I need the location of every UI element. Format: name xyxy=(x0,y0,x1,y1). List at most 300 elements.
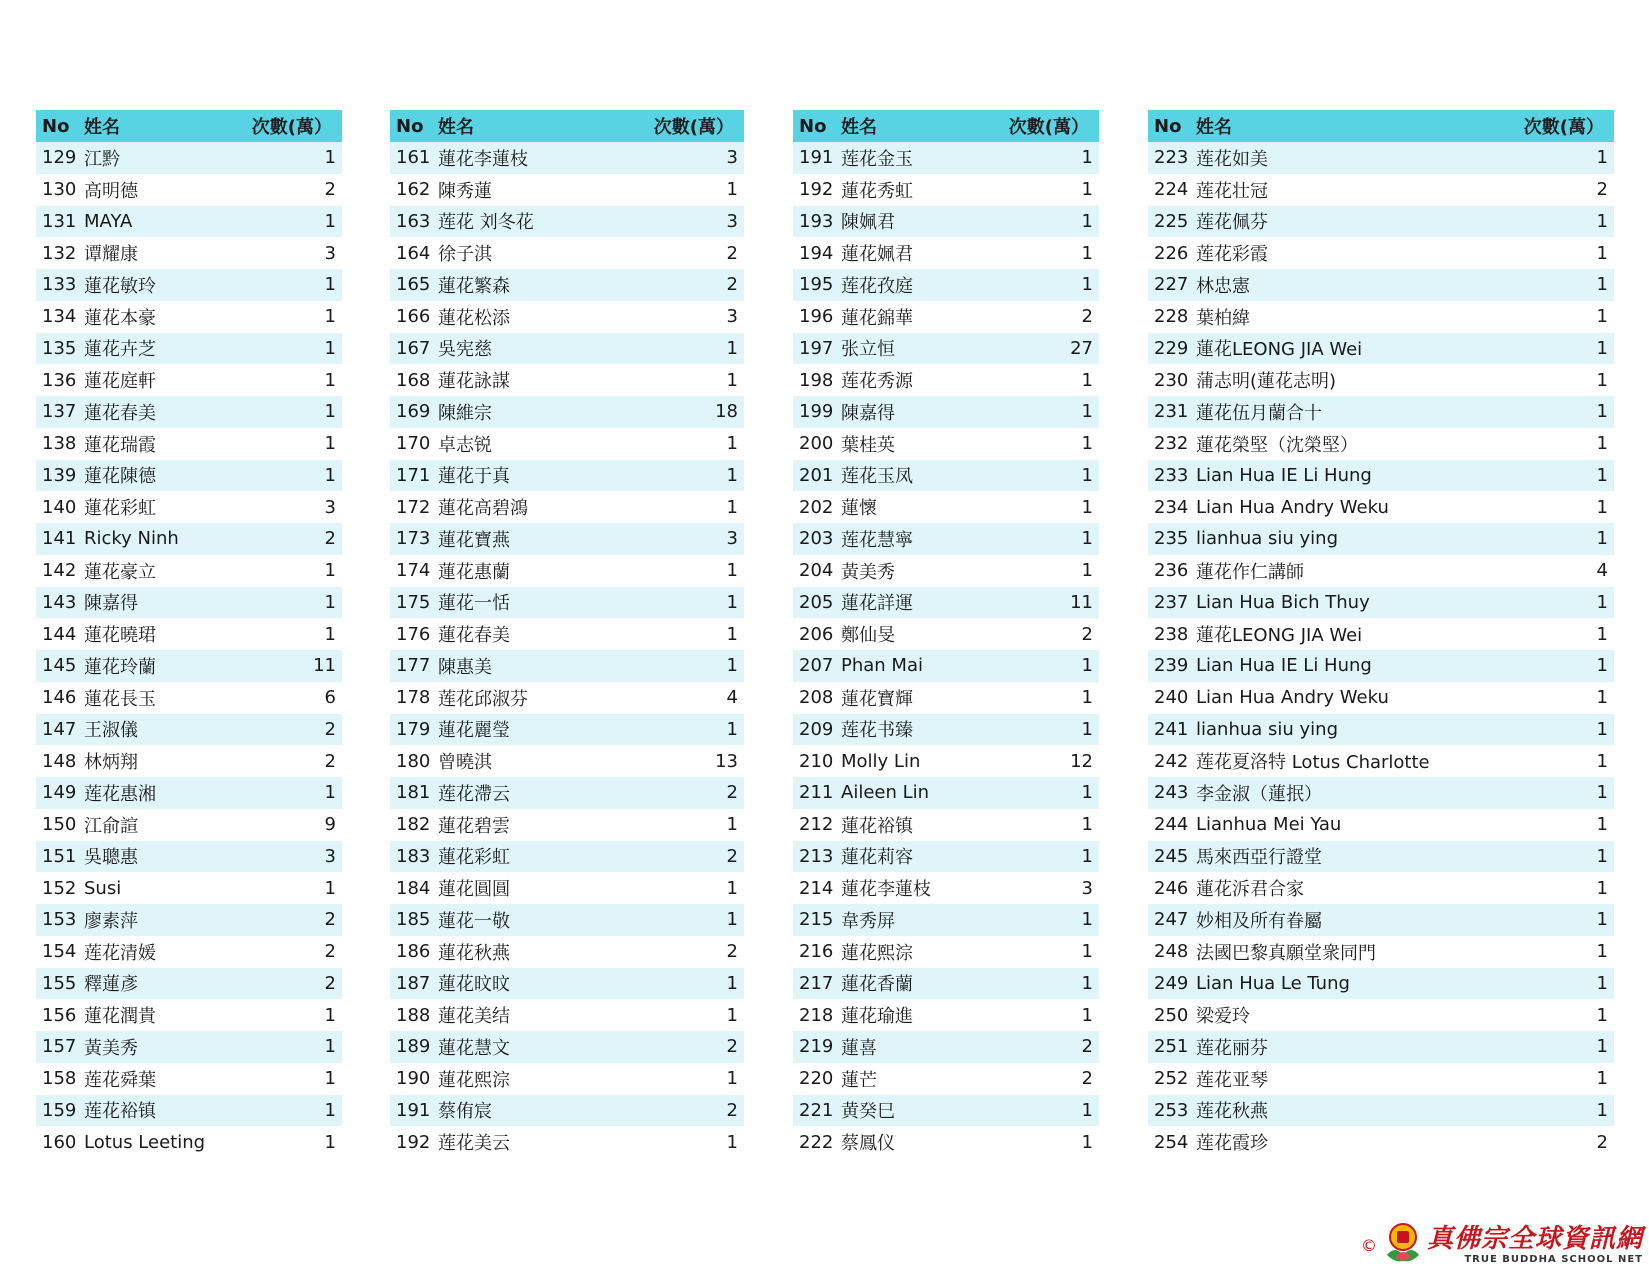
row-number: 227 xyxy=(1148,269,1192,301)
row-name: 蓮花彩虹 xyxy=(80,491,242,523)
row-name: 陳嘉得 xyxy=(80,587,242,619)
table-row xyxy=(1148,1031,1614,1063)
table-row xyxy=(1148,682,1614,714)
lotus-logo-icon xyxy=(1383,1221,1423,1265)
row-name: 蓮花于真 xyxy=(434,460,644,492)
row-number: 244 xyxy=(1148,809,1192,841)
row-number: 164 xyxy=(390,237,434,269)
table-row xyxy=(1148,142,1614,174)
row-number: 239 xyxy=(1148,650,1192,682)
row-name: 鄭仙旻 xyxy=(837,618,999,650)
row-number: 221 xyxy=(793,1095,837,1127)
row-number: 173 xyxy=(390,523,434,555)
table-row xyxy=(36,460,342,492)
table-row xyxy=(390,301,744,333)
row-number: 198 xyxy=(793,364,837,396)
table-row xyxy=(390,396,744,428)
row-number: 242 xyxy=(1148,745,1192,777)
row-count: 2 xyxy=(999,618,1099,650)
row-number: 171 xyxy=(390,460,434,492)
table-row xyxy=(1148,460,1614,492)
table-row xyxy=(36,174,342,206)
row-number: 247 xyxy=(1148,904,1192,936)
row-name: 蓮花曉珺 xyxy=(80,618,242,650)
row-number: 181 xyxy=(390,777,434,809)
row-name: 蓮花寶輝 xyxy=(837,682,999,714)
row-number: 222 xyxy=(793,1126,837,1158)
row-count: 1 xyxy=(1514,1031,1614,1063)
row-number: 253 xyxy=(1148,1095,1192,1127)
row-number: 163 xyxy=(390,206,434,238)
row-name: 蓮花榮堅（沈榮堅） xyxy=(1192,428,1514,460)
row-count: 11 xyxy=(242,650,342,682)
row-count: 1 xyxy=(1514,206,1614,238)
table-row xyxy=(793,841,1099,873)
row-name: 蓮花詳運 xyxy=(837,587,999,619)
table-row xyxy=(793,206,1099,238)
row-count: 1 xyxy=(242,269,342,301)
row-count: 1 xyxy=(1514,1063,1614,1095)
row-number: 183 xyxy=(390,841,434,873)
row-count: 1 xyxy=(999,491,1099,523)
row-number: 130 xyxy=(36,174,80,206)
row-number: 140 xyxy=(36,491,80,523)
table-row xyxy=(1148,841,1614,873)
row-count: 1 xyxy=(999,460,1099,492)
table-row xyxy=(1148,237,1614,269)
row-number: 230 xyxy=(1148,364,1192,396)
row-number: 205 xyxy=(793,587,837,619)
row-name: 张立恒 xyxy=(837,333,999,365)
row-number: 149 xyxy=(36,777,80,809)
row-number: 189 xyxy=(390,1031,434,1063)
row-number: 180 xyxy=(390,745,434,777)
row-count: 1 xyxy=(242,555,342,587)
row-count: 1 xyxy=(1514,460,1614,492)
row-name: 陳嘉得 xyxy=(837,396,999,428)
table-row xyxy=(390,618,744,650)
table-row xyxy=(36,618,342,650)
row-name: 莲花慧寧 xyxy=(837,523,999,555)
row-name: 黃美秀 xyxy=(837,555,999,587)
row-count: 1 xyxy=(999,237,1099,269)
header-name: 姓名 xyxy=(434,110,644,142)
row-name: 蓮花旼旼 xyxy=(434,968,644,1000)
row-count: 1 xyxy=(1514,333,1614,365)
table-row xyxy=(1148,714,1614,746)
row-number: 193 xyxy=(793,206,837,238)
row-name: 蓮花伍月蘭合十 xyxy=(1192,396,1514,428)
row-name: 蓮花李蓮枝 xyxy=(434,142,644,174)
row-number: 135 xyxy=(36,333,80,365)
row-name: 蓮花LEONG JIA Wei xyxy=(1192,618,1514,650)
table-row xyxy=(1148,809,1614,841)
row-count: 1 xyxy=(644,999,744,1031)
table-row xyxy=(36,269,342,301)
row-name: 法國巴黎真願堂衆同門 xyxy=(1192,936,1514,968)
row-count: 13 xyxy=(644,745,744,777)
row-number: 165 xyxy=(390,269,434,301)
table-row xyxy=(36,333,342,365)
row-number: 191 xyxy=(390,1095,434,1127)
table-row xyxy=(36,1126,342,1158)
row-count: 3 xyxy=(644,523,744,555)
row-number: 241 xyxy=(1148,714,1192,746)
row-number: 196 xyxy=(793,301,837,333)
row-count: 1 xyxy=(999,1126,1099,1158)
row-name: Lian Hua Andry Weku xyxy=(1192,682,1514,714)
table-row xyxy=(390,650,744,682)
row-name: 梁爱玲 xyxy=(1192,999,1514,1031)
table-row xyxy=(793,1126,1099,1158)
table-row xyxy=(793,618,1099,650)
table-row xyxy=(390,237,744,269)
row-number: 200 xyxy=(793,428,837,460)
row-name: 莲花夏洛特 Lotus Charlotte xyxy=(1192,745,1514,777)
row-count: 2 xyxy=(644,269,744,301)
row-name: Phan Mai xyxy=(837,650,999,682)
row-name: 莲花金玉 xyxy=(837,142,999,174)
row-count: 1 xyxy=(644,555,744,587)
row-name: 蓮花長玉 xyxy=(80,682,242,714)
row-count: 1 xyxy=(644,904,744,936)
row-count: 1 xyxy=(1514,777,1614,809)
row-name: 莲花惠湘 xyxy=(80,777,242,809)
row-name: 馬來西亞行證堂 xyxy=(1192,841,1514,873)
table-row xyxy=(390,999,744,1031)
donor-table-4 xyxy=(1148,110,1614,1158)
row-count: 1 xyxy=(1514,142,1614,174)
table-row xyxy=(390,1126,744,1158)
row-number: 159 xyxy=(36,1095,80,1127)
row-number: 249 xyxy=(1148,968,1192,1000)
row-name: 蓮花圓圓 xyxy=(434,872,644,904)
row-number: 160 xyxy=(36,1126,80,1158)
table-row xyxy=(1148,936,1614,968)
table-row xyxy=(36,396,342,428)
row-count: 1 xyxy=(999,364,1099,396)
table-row xyxy=(1148,904,1614,936)
row-number: 186 xyxy=(390,936,434,968)
table-row xyxy=(793,999,1099,1031)
row-name: 江俞諠 xyxy=(80,809,242,841)
table-row xyxy=(793,237,1099,269)
row-name: 蓮花繁森 xyxy=(434,269,644,301)
row-name: 蓮花秋燕 xyxy=(434,936,644,968)
table-row xyxy=(1148,555,1614,587)
row-count: 3 xyxy=(644,142,744,174)
row-name: 蓮花陳德 xyxy=(80,460,242,492)
row-count: 1 xyxy=(1514,936,1614,968)
row-number: 235 xyxy=(1148,523,1192,555)
row-name: 江黔 xyxy=(80,142,242,174)
row-number: 217 xyxy=(793,968,837,1000)
header-no: No xyxy=(36,110,80,142)
row-number: 218 xyxy=(793,999,837,1031)
row-count: 1 xyxy=(999,714,1099,746)
row-number: 176 xyxy=(390,618,434,650)
row-count: 2 xyxy=(242,523,342,555)
row-name: 蓮花一恬 xyxy=(434,587,644,619)
table-header-row xyxy=(1148,110,1614,142)
row-count: 1 xyxy=(999,999,1099,1031)
row-name: 蓮花秀虹 xyxy=(837,174,999,206)
row-number: 168 xyxy=(390,364,434,396)
row-name: 黄癸巳 xyxy=(837,1095,999,1127)
row-number: 194 xyxy=(793,237,837,269)
row-count: 1 xyxy=(242,872,342,904)
row-name: 蓮花卉芝 xyxy=(80,333,242,365)
row-name: 蓮花瑞霞 xyxy=(80,428,242,460)
header-count: 次數(萬） xyxy=(242,110,342,142)
table-row xyxy=(36,872,342,904)
row-number: 208 xyxy=(793,682,837,714)
row-count: 2 xyxy=(242,714,342,746)
row-number: 243 xyxy=(1148,777,1192,809)
row-number: 161 xyxy=(390,142,434,174)
row-number: 251 xyxy=(1148,1031,1192,1063)
row-number: 216 xyxy=(793,936,837,968)
row-name: 黃美秀 xyxy=(80,1031,242,1063)
row-count: 1 xyxy=(1514,872,1614,904)
row-count: 1 xyxy=(999,682,1099,714)
row-name: 廖素萍 xyxy=(80,904,242,936)
row-number: 172 xyxy=(390,491,434,523)
row-count: 6 xyxy=(242,682,342,714)
row-name: 高明德 xyxy=(80,174,242,206)
row-number: 174 xyxy=(390,555,434,587)
table-row xyxy=(390,714,744,746)
row-count: 12 xyxy=(999,745,1099,777)
row-count: 1 xyxy=(242,618,342,650)
row-name: 莲花邱淑芬 xyxy=(434,682,644,714)
row-name: 蔡侑宸 xyxy=(434,1095,644,1127)
row-name: 蓮花庭軒 xyxy=(80,364,242,396)
row-count: 1 xyxy=(1514,587,1614,619)
row-number: 144 xyxy=(36,618,80,650)
row-name: Lianhua Mei Yau xyxy=(1192,809,1514,841)
row-number: 228 xyxy=(1148,301,1192,333)
row-name: 蓮花高碧鴻 xyxy=(434,491,644,523)
table-row xyxy=(1148,1095,1614,1127)
row-name: 莲花如美 xyxy=(1192,142,1514,174)
table-row xyxy=(1148,491,1614,523)
row-count: 1 xyxy=(999,555,1099,587)
row-count: 1 xyxy=(242,206,342,238)
table-row xyxy=(390,269,744,301)
row-name: 莲花孜庭 xyxy=(837,269,999,301)
row-count: 1 xyxy=(644,872,744,904)
table-row xyxy=(793,904,1099,936)
table-row xyxy=(390,523,744,555)
row-name: Lian Hua IE Li Hung xyxy=(1192,460,1514,492)
table-row xyxy=(36,301,342,333)
row-count: 2 xyxy=(1514,174,1614,206)
row-count: 2 xyxy=(644,841,744,873)
row-number: 143 xyxy=(36,587,80,619)
table-row xyxy=(1148,587,1614,619)
row-count: 1 xyxy=(644,809,744,841)
row-count: 1 xyxy=(644,428,744,460)
table-row xyxy=(36,237,342,269)
row-name: lianhua siu ying xyxy=(1192,714,1514,746)
table-row xyxy=(390,904,744,936)
row-number: 226 xyxy=(1148,237,1192,269)
table-row xyxy=(36,968,342,1000)
row-number: 203 xyxy=(793,523,837,555)
row-name: 莲花舜葉 xyxy=(80,1063,242,1095)
table-row xyxy=(36,491,342,523)
table-row xyxy=(390,491,744,523)
row-number: 153 xyxy=(36,904,80,936)
row-count: 1 xyxy=(242,777,342,809)
row-count: 1 xyxy=(242,396,342,428)
row-name: 蓮花玲蘭 xyxy=(80,650,242,682)
table-row xyxy=(793,364,1099,396)
row-name: 蓮花春美 xyxy=(80,396,242,428)
row-name: Susi xyxy=(80,872,242,904)
row-number: 233 xyxy=(1148,460,1192,492)
row-name: 蓮喜 xyxy=(837,1031,999,1063)
row-count: 1 xyxy=(999,142,1099,174)
table-row xyxy=(793,301,1099,333)
row-count: 1 xyxy=(1514,745,1614,777)
row-count: 1 xyxy=(1514,968,1614,1000)
row-number: 152 xyxy=(36,872,80,904)
row-name: 莲花壮冠 xyxy=(1192,174,1514,206)
row-count: 1 xyxy=(999,428,1099,460)
row-count: 1 xyxy=(999,206,1099,238)
row-count: 1 xyxy=(242,333,342,365)
row-name: 陳惠美 xyxy=(434,650,644,682)
row-number: 192 xyxy=(390,1126,434,1158)
row-count: 1 xyxy=(242,364,342,396)
row-number: 213 xyxy=(793,841,837,873)
row-number: 254 xyxy=(1148,1126,1192,1158)
row-count: 1 xyxy=(999,936,1099,968)
row-number: 167 xyxy=(390,333,434,365)
row-name: 蓮花彩虹 xyxy=(434,841,644,873)
row-name: 蓮花松添 xyxy=(434,301,644,333)
row-name: Lian Hua Le Tung xyxy=(1192,968,1514,1000)
table-row xyxy=(390,174,744,206)
row-number: 246 xyxy=(1148,872,1192,904)
row-name: 蓮花本豪 xyxy=(80,301,242,333)
table-row xyxy=(793,523,1099,555)
table-row xyxy=(793,809,1099,841)
row-name: 莲花书臻 xyxy=(837,714,999,746)
row-count: 1 xyxy=(999,269,1099,301)
table-row xyxy=(793,682,1099,714)
row-number: 250 xyxy=(1148,999,1192,1031)
row-name: 蓮花香蘭 xyxy=(837,968,999,1000)
row-name: 蓮花惠蘭 xyxy=(434,555,644,587)
table-row xyxy=(390,428,744,460)
table-row xyxy=(390,333,744,365)
row-name: 蓮花熙淙 xyxy=(434,1063,644,1095)
row-count: 2 xyxy=(242,936,342,968)
row-name: 莲花秋燕 xyxy=(1192,1095,1514,1127)
row-count: 2 xyxy=(644,1031,744,1063)
row-name: 卓志锐 xyxy=(434,428,644,460)
row-name: 蓮花錦華 xyxy=(837,301,999,333)
row-name: 陳維宗 xyxy=(434,396,644,428)
row-number: 234 xyxy=(1148,491,1192,523)
row-name: 莲花秀源 xyxy=(837,364,999,396)
table-row xyxy=(36,1031,342,1063)
row-number: 192 xyxy=(793,174,837,206)
row-name: 蓮花熙淙 xyxy=(837,936,999,968)
row-name: 蓮花美结 xyxy=(434,999,644,1031)
row-name: lianhua siu ying xyxy=(1192,523,1514,555)
table-row xyxy=(36,745,342,777)
row-number: 155 xyxy=(36,968,80,1000)
row-name: 林忠憲 xyxy=(1192,269,1514,301)
row-name: 徐子淇 xyxy=(434,237,644,269)
row-count: 1 xyxy=(1514,650,1614,682)
table-row xyxy=(390,1095,744,1127)
row-count: 2 xyxy=(644,1095,744,1127)
donor-table-1 xyxy=(36,110,342,1158)
row-count: 3 xyxy=(242,491,342,523)
row-count: 2 xyxy=(1514,1126,1614,1158)
row-number: 182 xyxy=(390,809,434,841)
table-row xyxy=(36,841,342,873)
row-count: 1 xyxy=(644,1126,744,1158)
table-row xyxy=(1148,650,1614,682)
row-count: 1 xyxy=(242,460,342,492)
row-name: 吳聰惠 xyxy=(80,841,242,873)
row-count: 1 xyxy=(999,174,1099,206)
table-row xyxy=(36,714,342,746)
table-row xyxy=(793,936,1099,968)
row-number: 147 xyxy=(36,714,80,746)
row-name: 蓮懷 xyxy=(837,491,999,523)
row-number: 197 xyxy=(793,333,837,365)
table-row xyxy=(1148,968,1614,1000)
row-count: 1 xyxy=(1514,682,1614,714)
header-no: No xyxy=(793,110,837,142)
row-name: 妙相及所有眷屬 xyxy=(1192,904,1514,936)
table-row xyxy=(793,1095,1099,1127)
row-count: 2 xyxy=(999,1031,1099,1063)
table-row xyxy=(793,333,1099,365)
table-row xyxy=(390,460,744,492)
table-row xyxy=(36,682,342,714)
row-number: 162 xyxy=(390,174,434,206)
donor-table-2 xyxy=(390,110,744,1158)
table-row xyxy=(793,174,1099,206)
row-number: 146 xyxy=(36,682,80,714)
row-number: 219 xyxy=(793,1031,837,1063)
row-count: 1 xyxy=(242,1063,342,1095)
table-row xyxy=(1148,1063,1614,1095)
row-number: 229 xyxy=(1148,333,1192,365)
table-row xyxy=(793,777,1099,809)
row-count: 18 xyxy=(644,396,744,428)
table-row xyxy=(36,555,342,587)
table-row xyxy=(390,555,744,587)
row-number: 224 xyxy=(1148,174,1192,206)
row-number: 188 xyxy=(390,999,434,1031)
row-name: 蓮花瑜進 xyxy=(837,999,999,1031)
table-row xyxy=(1148,872,1614,904)
table-row xyxy=(36,1063,342,1095)
row-count: 1 xyxy=(1514,364,1614,396)
row-number: 207 xyxy=(793,650,837,682)
header-no: No xyxy=(1148,110,1192,142)
header-no: No xyxy=(390,110,434,142)
